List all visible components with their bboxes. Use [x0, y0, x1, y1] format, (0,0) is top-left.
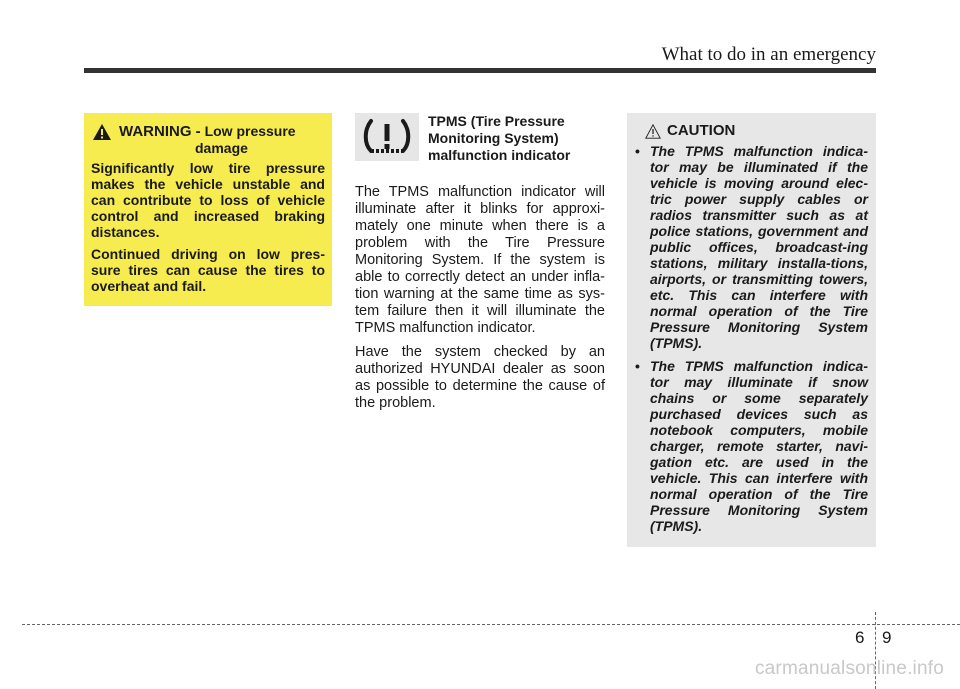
caution-box: [627, 113, 876, 547]
warning-triangle-icon: [93, 124, 111, 140]
tpms-heading-line-2: Monitoring System): [428, 130, 559, 146]
caution-list: [635, 143, 868, 534]
tpms-heading-line-1: TPMS (Tire Pressure: [428, 113, 565, 129]
caution-item: [635, 143, 868, 351]
tpms-paragraph-2: Have the system checked by an authorized HYUNDAI dealer as soon as possible to determine the cause of the problem.: [355, 344, 605, 411]
warning-box: [84, 113, 332, 306]
watermark: carmanualsonline.info: [754, 658, 944, 679]
tpms-heading-line-3: malfunction indicator: [428, 147, 571, 163]
warning-title-line2: damage: [195, 140, 248, 156]
tpms-tire-exclamation-icon: [362, 118, 412, 156]
bullet: •: [635, 358, 640, 374]
tpms-heading: [428, 113, 608, 164]
tpms-body: [355, 184, 605, 419]
caution-item-text-1: The TPMS malfunction indica-tor may be illuminated if the vehicle is moving around elec-tric power supply cables or radios transmitter such as at police stations, government and public offices, broadcast-ing stations, military installa-tions, airports, or transmitting towers, etc. This can interfere with normal operation of the Tire Pressure Monitoring System (TPMS).: [650, 143, 868, 351]
header-title: What to do in an emergency: [661, 44, 876, 65]
warning-title-row: [91, 123, 325, 156]
caution-item: [635, 358, 868, 534]
footer-rule: [22, 624, 960, 625]
header-rule: [84, 68, 876, 73]
warning-paragraph-1: Significantly low tire pressure makes the vehicle unstable and can contribute to loss of vehicle control and increased braking distances.: [91, 160, 325, 240]
page-number: 9: [882, 628, 892, 647]
caution-title-row: [645, 123, 868, 139]
caution-title: CAUTION: [667, 122, 736, 139]
page-section-number: 6: [855, 628, 865, 647]
tpms-paragraph-1: The TPMS malfunction indicator will illuminate after it blinks for approxi-mately one minute when there is a problem with the Tire Pressure Monitoring System. If the system is able to correctly detect an under infla-tion warning at the same time as sys-tem failure then it will illuminate the TPMS malfunction indicator.: [355, 184, 605, 336]
warning-paragraph-2: Continued driving on low pres-sure tires can cause the tires to overheat and fail.: [91, 246, 325, 294]
warning-title-line1: Low pressure: [204, 123, 296, 139]
tpms-icon-box: [355, 113, 419, 161]
warning-label: WARNING -: [119, 123, 201, 140]
bullet: •: [635, 143, 640, 159]
caution-item-text-2: The TPMS malfunction indica-tor may illuminate if snow chains or some separately purchased devices such as notebook computers, mobile charger, remote starter, navi-gation etc. are used in the vehicle. This can interfere with normal operation of the Tire Pressure Monitoring System (TPMS).: [650, 358, 868, 534]
caution-triangle-icon: [645, 124, 661, 139]
